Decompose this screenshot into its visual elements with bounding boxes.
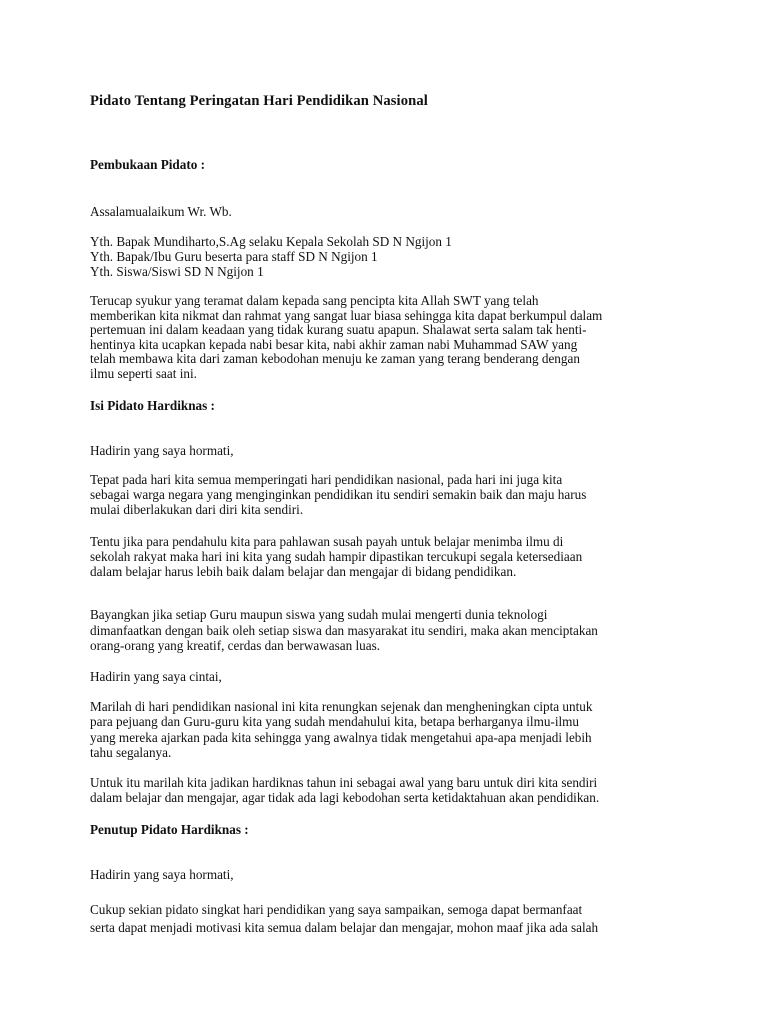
body-heading: Isi Pidato Hardiknas :	[90, 398, 215, 413]
paragraph-line: dimanfaatkan dengan baik oleh setiap siswa dan masyarakat itu sendiri, maka akan menciptakan	[90, 623, 598, 638]
greeting: Hadirin yang saya cintai,	[90, 669, 222, 684]
paragraph-line: Marilah di hari pendidikan nasional ini kita renungkan sejenak dan mengheningkan cipta untuk	[90, 699, 593, 714]
paragraph-line: Cukup sekian pidato singkat hari pendidikan yang saya sampaikan, semoga dapat bermanfaat	[90, 902, 583, 917]
addressee-line: Yth. Bapak/Ibu Guru beserta para staff SD N Ngijon 1	[90, 249, 378, 264]
paragraph-line: pertemuan ini dalam keadaan yang tidak kurang suatu apapun. Shalawat serta salam tak henti-	[90, 322, 587, 337]
paragraph-line: yang mereka ajarkan pada kita sehingga yang awalnya tidak mengetahui apa-apa menjadi lebih	[90, 730, 592, 745]
paragraph-line: sebagai warga negara yang menginginkan pendidikan itu sendiri semakin baik dan maju harus	[90, 487, 587, 502]
closing-heading: Penutup Pidato Hardiknas :	[90, 822, 249, 837]
paragraph-line: memberikan kita nikmat dan rahmat yang sangat luar biasa sehingga kita dapat berkumpul dalam	[90, 308, 603, 323]
paragraph-line: Tepat pada hari kita semua memperingati hari pendidikan nasional, pada hari ini juga kita	[90, 472, 563, 487]
addressee-line: Yth. Bapak Mundiharto,S.Ag selaku Kepala Sekolah SD N Ngijon 1	[90, 234, 452, 249]
paragraph-line: sekolah rakyat maka hari ini kita yang sudah hampir dipastikan tercukupi segala ketersediaan	[90, 549, 583, 564]
paragraph-line: Tentu jika para pendahulu kita para pahlawan susah payah untuk belajar menimba ilmu di	[90, 534, 564, 549]
opening-heading: Pembukaan Pidato :	[90, 157, 206, 172]
paragraph-line: ilmu seperti saat ini.	[90, 366, 197, 381]
greeting: Hadirin yang saya hormati,	[90, 867, 234, 882]
paragraph-line: telah membawa kita dari zaman kebodohan menuju ke zaman yang terang benderang dengan	[90, 351, 580, 366]
paragraph-line: hentinya kita ucapkan kepada nabi besar kita, nabi akhir zaman nabi Muhammad SAW yang	[90, 337, 578, 352]
paragraph-line: Bayangkan jika setiap Guru maupun siswa yang sudah mulai mengerti dunia teknologi	[90, 607, 548, 622]
greeting: Hadirin yang saya hormati,	[90, 443, 234, 458]
opening-salam: Assalamualaikum Wr. Wb.	[90, 204, 232, 219]
paragraph-line: dalam belajar harus lebih baik dalam belajar dan mengajar di bidang pendidikan.	[90, 564, 517, 579]
paragraph-line: serta dapat menjadi motivasi kita semua dalam belajar dan mengajar, mohon maaf jika ada salah	[90, 920, 599, 935]
addressee-line: Yth. Siswa/Siswi SD N Ngijon 1	[90, 264, 264, 279]
paragraph-line: para pejuang dan Guru-guru kita yang sudah mendahului kita, betapa berharganya ilmu-ilmu	[90, 714, 580, 729]
document-title: Pidato Tentang Peringatan Hari Pendidikan Nasional	[90, 93, 428, 109]
paragraph-line: mulai diberlakukan dari diri kita sendiri.	[90, 502, 304, 517]
paragraph-line: dalam belajar dan mengajar, agar tidak ada lagi kebodohan serta ketidaktahuan akan pendidikan.	[90, 790, 600, 805]
paragraph-line: orang-orang yang kreatif, cerdas dan berwawasan luas.	[90, 638, 380, 653]
paragraph-line: Untuk itu marilah kita jadikan hardiknas tahun ini sebagai awal yang baru untuk diri kita sendiri	[90, 775, 598, 790]
paragraph-line: tahu segalanya.	[90, 745, 172, 760]
paragraph-line: Terucap syukur yang teramat dalam kepada sang pencipta kita Allah SWT yang telah	[90, 293, 539, 308]
